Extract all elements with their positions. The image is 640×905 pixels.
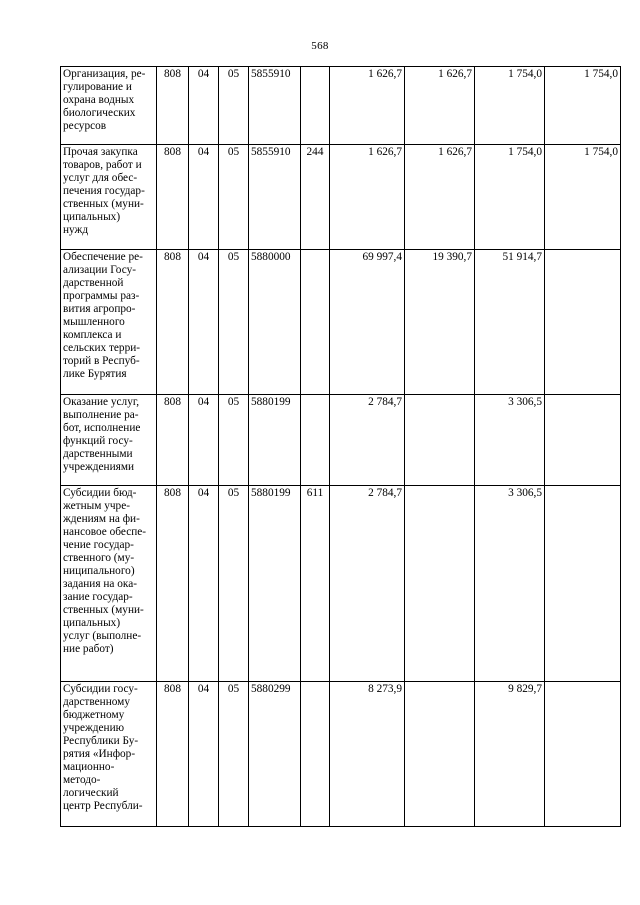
ministry-code: 808 [157,67,189,145]
row-name [61,250,157,395]
row-name-line: биологических [63,107,136,119]
row-name-line: Субсидии бюд- [63,487,137,499]
row-name-line: мышленного [63,316,125,328]
amount-2: 1 626,7 [405,67,475,145]
row-name-line: торий в Респуб- [63,355,140,367]
row-name-line: лике Бурятия [63,368,127,380]
expense-type-code [301,67,330,145]
subsection-code: 05 [219,395,249,486]
row-name-line: сельских терри- [63,342,141,354]
row-name-line: печения государ- [63,185,145,197]
subsection-code: 05 [219,682,249,827]
row-name-line: жетным учре- [63,500,130,512]
row-name-line: бот, исполнение [63,422,141,434]
amount-2 [405,486,475,682]
row-name-line: логический [63,787,119,799]
section-code: 04 [189,395,219,486]
row-name-line: ственного (му- [63,552,135,564]
row-name-line: ресурсов [63,120,107,132]
amount-3: 1 754,0 [475,67,545,145]
row-name-line: ниципального) [63,565,135,577]
ministry-code: 808 [157,486,189,682]
target-item-code: 5880000 [249,250,301,395]
section-code: 04 [189,486,219,682]
row-name-line: задания на ока- [63,578,137,590]
section-code: 04 [189,67,219,145]
row-name-line: Обеспечение ре- [63,251,143,263]
row-name-line: ние работ) [63,643,114,655]
row-name-line: охрана водных [63,94,135,106]
amount-3: 3 306,5 [475,486,545,682]
amount-3: 51 914,7 [475,250,545,395]
ministry-code: 808 [157,250,189,395]
row-name [61,145,157,250]
row-name-line: ждениям на фи- [63,513,140,525]
row-name-line: бюджетному [63,709,125,721]
amount-2 [405,682,475,827]
row-name-line: нансовое обеспе- [63,526,147,538]
row-name-line: мационно- [63,761,115,773]
amount-4 [545,250,621,395]
expense-type-code [301,395,330,486]
row-name [61,682,157,827]
row-name-line: Оказание услуг, [63,396,140,408]
subsection-code: 05 [219,67,249,145]
row-name-line: Организация, ре- [63,68,146,80]
row-name-line: гулирование и [63,81,132,93]
amount-3: 3 306,5 [475,395,545,486]
page-number: 568 [311,40,329,52]
row-name-line: ализации Госу- [63,264,136,276]
subsection-code: 05 [219,486,249,682]
row-name-line: Прочая закупка [63,146,138,158]
amount-4 [545,682,621,827]
row-name-line: учреждениями [63,461,135,473]
amount-1: 8 273,9 [330,682,405,827]
target-item-code: 5855910 [249,145,301,250]
table-row [61,682,621,827]
section-code: 04 [189,250,219,395]
row-name-line: выполнение ра- [63,409,139,421]
expense-type-code [301,250,330,395]
amount-2: 1 626,7 [405,145,475,250]
amount-3: 1 754,0 [475,145,545,250]
ministry-code: 808 [157,682,189,827]
row-name-line: программы раз- [63,290,140,302]
row-name-line: услуг (выполне- [63,630,142,642]
amount-4: 1 754,0 [545,67,621,145]
table-row [61,250,621,395]
table-row [61,486,621,682]
row-name [61,67,157,145]
row-name-line: комплекса и [63,329,122,341]
table-row [61,67,621,145]
row-name-line: ципальных) [63,211,121,223]
amount-1: 69 997,4 [330,250,405,395]
amount-1: 1 626,7 [330,145,405,250]
row-name-line: рятия «Инфор- [63,748,136,760]
expense-type-code: 611 [301,486,330,682]
amount-3: 9 829,7 [475,682,545,827]
ministry-code: 808 [157,395,189,486]
row-name-line: ципальных) [63,617,121,629]
amount-2 [405,395,475,486]
row-name-line: Республики Бу- [63,735,139,747]
section-code: 04 [189,145,219,250]
subsection-code: 05 [219,145,249,250]
row-name-line: методо- [63,774,101,786]
row-name-line: ственных (муни- [63,604,144,616]
amount-1: 2 784,7 [330,395,405,486]
row-name-line: центр Республи- [63,800,143,812]
row-name-line: нужд [63,224,89,236]
amount-2: 19 390,7 [405,250,475,395]
row-name [61,395,157,486]
amount-4 [545,486,621,682]
target-item-code: 5880299 [249,682,301,827]
row-name-line: вития агропро- [63,303,136,315]
row-name-line: функций госу- [63,435,133,447]
row-name-line: дарственной [63,277,124,289]
target-item-code: 5880199 [249,486,301,682]
budget-table [60,66,621,827]
amount-4 [545,395,621,486]
row-name-line: зание государ- [63,591,133,603]
ministry-code: 808 [157,145,189,250]
row-name-line: дарственными [63,448,133,460]
row-name-line: товаров, работ и [63,159,142,171]
section-code: 04 [189,682,219,827]
target-item-code: 5855910 [249,67,301,145]
amount-1: 1 626,7 [330,67,405,145]
row-name-line: ственных (муни- [63,198,144,210]
amount-1: 2 784,7 [330,486,405,682]
row-name-line: дарственному [63,696,130,708]
row-name [61,486,157,682]
subsection-code: 05 [219,250,249,395]
amount-4: 1 754,0 [545,145,621,250]
table-row [61,145,621,250]
row-name-line: чение государ- [63,539,134,551]
expense-type-code [301,682,330,827]
table-row [61,395,621,486]
row-name-line: услуг для обес- [63,172,138,184]
target-item-code: 5880199 [249,395,301,486]
row-name-line: Субсидии госу- [63,683,138,695]
expense-type-code: 244 [301,145,330,250]
row-name-line: учреждению [63,722,125,734]
